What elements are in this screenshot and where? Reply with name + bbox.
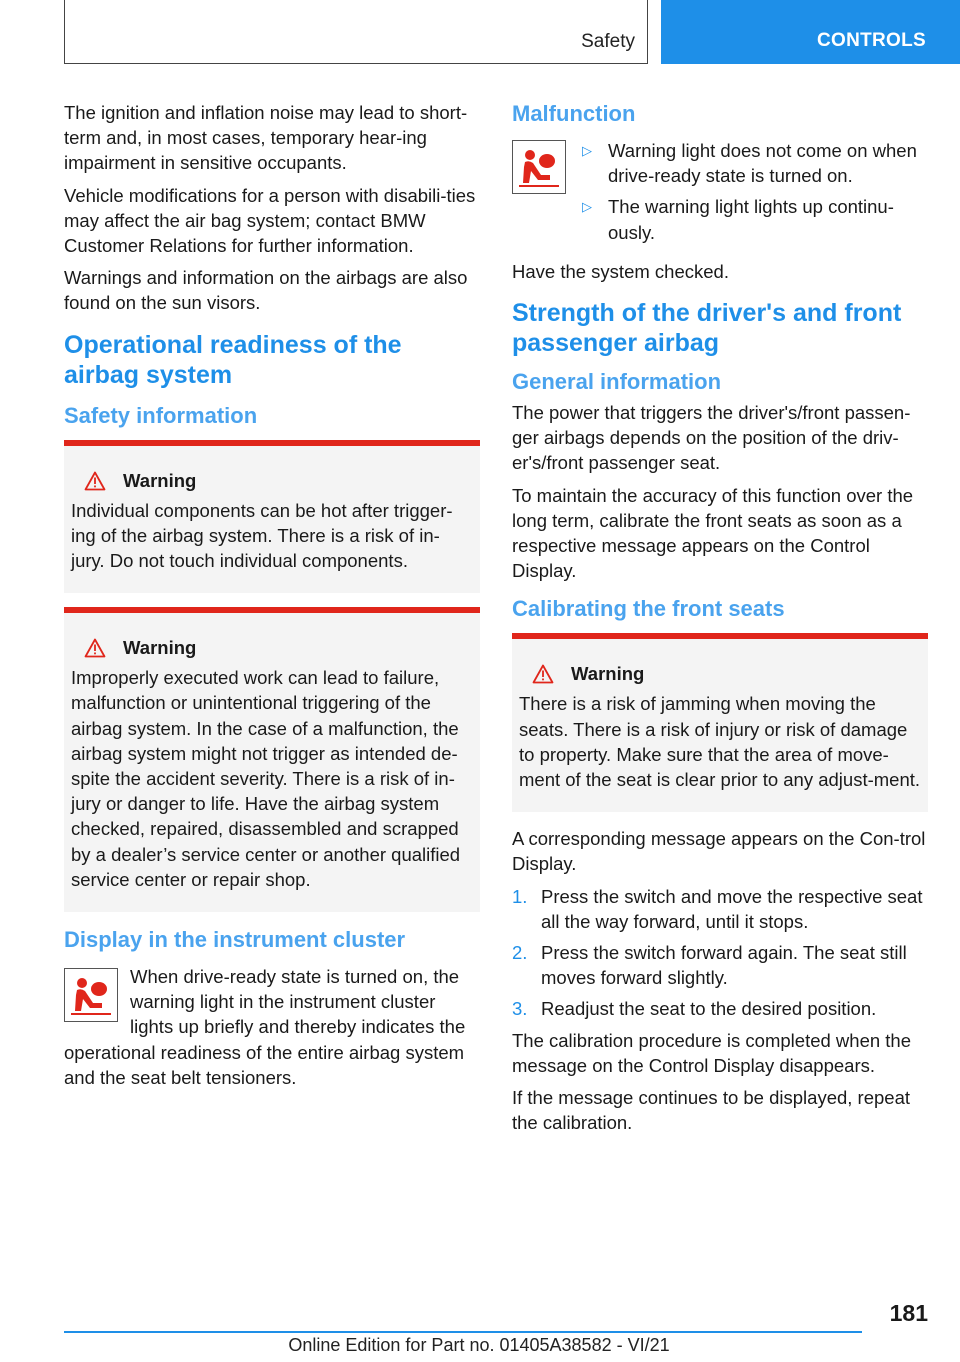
list-item: 1. Press the switch and move the respective seat all the way forward, until it stops. bbox=[512, 885, 923, 932]
heading-safety-information: Safety information bbox=[64, 402, 258, 428]
header-chapter-tab bbox=[661, 0, 960, 64]
heading-malfunction: Malfunction bbox=[512, 101, 636, 126]
display-instrument-cluster-text: When drive-ready state is turned on, the warning light in the instrument cluster lights up briefly and thereby indicates the operational readiness of the entire airbag system and the seat belt tensioners. bbox=[64, 966, 466, 1088]
list-item: 3. Readjust the seat to the desired position. bbox=[512, 998, 877, 1020]
warning-title: Warning bbox=[123, 469, 197, 491]
calibration-steps-list bbox=[512, 884, 928, 1022]
triangle-bullet-icon: ▷ bbox=[582, 143, 592, 158]
heading-airbag-strength: Strength of the driver's and front passenger airbag bbox=[512, 299, 902, 358]
header-section-box bbox=[64, 0, 648, 64]
page-number: 181 bbox=[889, 1300, 928, 1326]
right-column bbox=[512, 100, 928, 1142]
paragraph-calibration-complete: The calibration procedure is completed when the message on the Control Display disappears. bbox=[512, 1029, 912, 1076]
warning-box-hot-components bbox=[64, 440, 480, 594]
heading-general-information: General information bbox=[512, 369, 722, 395]
left-column bbox=[64, 100, 480, 1097]
heading-operational-readiness: Operational readiness of the airbag system bbox=[64, 330, 402, 389]
paragraph-message-appears: A corresponding message appears on the Con-trol Display. bbox=[512, 828, 926, 875]
malfunction-block bbox=[512, 138, 928, 251]
warning-triangle-icon bbox=[84, 471, 106, 491]
paragraph-calibration-accuracy: To maintain the accuracy of this function over the long term, calibrate the front seats as soon as a respective message appears on the Control Display. bbox=[512, 484, 914, 582]
paragraph-ignition-noise: The ignition and inflation noise may lead to short-term and, in most cases, temporary hear-ing impairment in sensitive occupants. bbox=[64, 102, 468, 174]
warning-title: Warning bbox=[123, 637, 197, 659]
airbag-warning-light-icon bbox=[64, 968, 118, 1022]
list-item: 2. Press the switch forward again. The seat still moves forward slightly. bbox=[512, 942, 907, 989]
header-section-title: Safety bbox=[581, 31, 635, 52]
warning-text: Individual components can be hot after trigger-ing of the airbag system. There is a risk of in-jury. Do not touch individual components. bbox=[71, 499, 453, 572]
warning-box-jamming bbox=[512, 633, 928, 812]
heading-display-instrument-cluster: Display in the instrument cluster bbox=[64, 927, 406, 953]
warning-box-improper-work bbox=[64, 607, 480, 912]
paragraph-trigger-power: The power that triggers the driver's/front passen-ger airbags depends on the position of the driv-er's/front passenger seat. bbox=[512, 402, 911, 474]
airbag-warning-light-icon bbox=[512, 140, 566, 194]
heading-calibrating-front-seats: Calibrating the front seats bbox=[512, 596, 785, 622]
paragraph-sun-visors: Warnings and information on the airbags are also found on the sun visors. bbox=[64, 267, 468, 314]
footer-divider bbox=[64, 1331, 862, 1333]
paragraph-repeat-calibration: If the message continues to be displayed, repeat the calibration. bbox=[512, 1087, 911, 1134]
header-chapter-title: CONTROLS bbox=[816, 30, 926, 51]
list-item: ▷ The warning light lights up continu-ously. bbox=[582, 196, 894, 243]
malfunction-action-text: Have the system checked. bbox=[512, 260, 729, 282]
warning-text: Improperly executed work can lead to failure, malfunction or unintentional triggering of the airbag system. In the case of a malfunction, the airbag system might not trigger as intended de-spite the accident severity. There is a risk of in-jury or danger to life. Have the airbag system checked, repaired, disassembled and scrapped by a dealer’s service center or another qualified service center or repair shop. bbox=[71, 667, 461, 890]
warning-text: There is a risk of jamming when moving the seats. There is a risk of injury or risk of damage to property. Make sure that the area of move-ment of the seat is clear prior to any adjust-ment. bbox=[519, 693, 921, 791]
warning-title: Warning bbox=[571, 663, 645, 685]
display-instrument-cluster-paragraph bbox=[64, 964, 480, 1097]
footer-edition: Online Edition for Part no. 01405A38582 - VI/21 bbox=[288, 1335, 670, 1355]
paragraph-vehicle-modifications: Vehicle modifications for a person with disabili-ties may affect the air bag system; contact BMW Customer Relations for further information. bbox=[64, 184, 476, 257]
list-item: ▷ Warning light does not come on when drive-ready state is turned on. bbox=[582, 140, 917, 187]
triangle-bullet-icon: ▷ bbox=[582, 199, 592, 215]
warning-triangle-icon bbox=[84, 638, 106, 658]
warning-triangle-icon bbox=[532, 664, 554, 684]
malfunction-list bbox=[582, 138, 928, 251]
